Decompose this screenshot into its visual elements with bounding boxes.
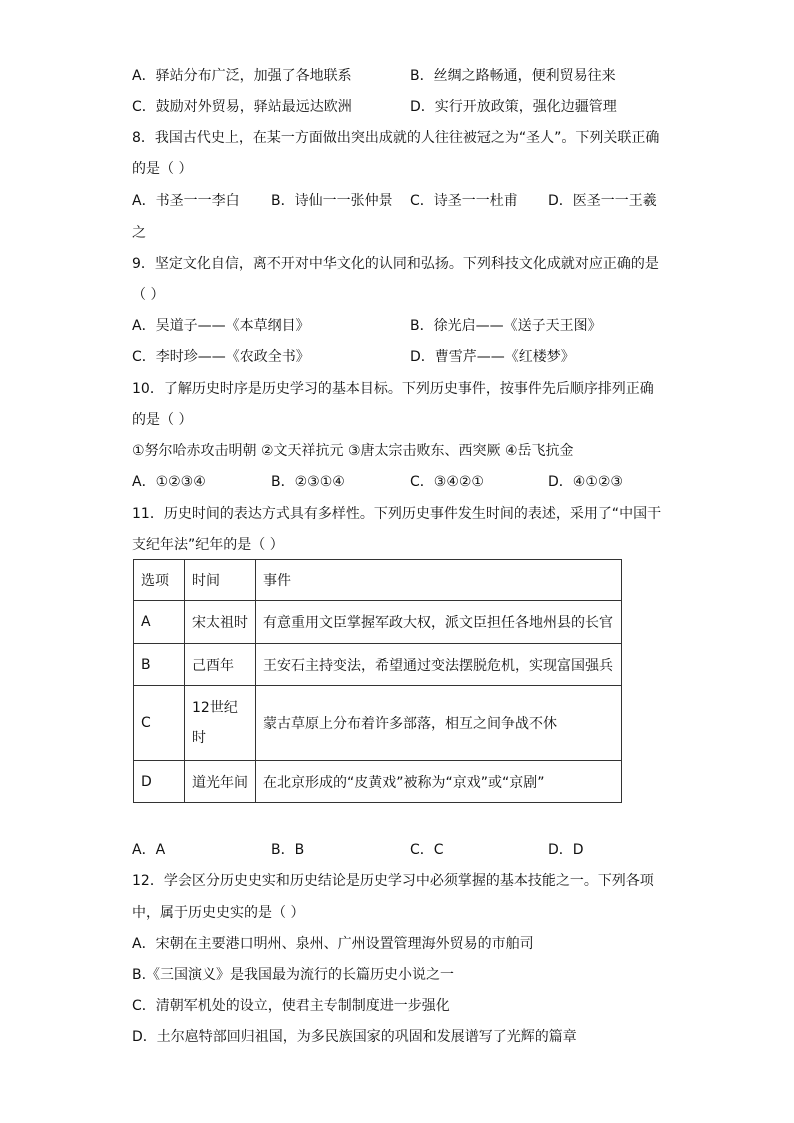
q9-stem-line2: （ ） [132,287,165,303]
q8-option-a: A．书圣一一李白 [132,193,240,209]
q12-option-c: C．清朝军机处的设立，使君主专制制度进一步强化 [132,998,450,1014]
table-cell: 有意重用文臣掌握军政大权，派文臣担任各地州县的长官 [256,601,622,644]
table-header-row [134,560,622,601]
q10-option-a: A．①②③④ [132,474,206,490]
table-row [134,686,622,761]
q9-option-a: A．吴道子——《本草纲目》 [132,318,310,334]
q9-option-d: D．曹雪芹——《红楼梦》 [410,349,575,365]
q11-option-c: C．C [410,842,444,858]
q11-option-d: D．D [548,842,584,858]
q7-option-c: C．鼓励对外贸易，驿站最远达欧洲 [132,99,352,115]
q11-option-b: B．B [271,842,305,858]
table-header-cell: 事件 [256,560,622,601]
table-header-cell: 时间 [185,560,256,601]
q12-stem-line2: 中，属于历史史实的是（ ） [132,905,305,921]
q8-stem-line1: 8．我国古代史上，在某一方面做出突出成就的人往往被冠之为“圣人”。下列关联正确 [132,130,660,146]
table-cell: A [134,601,185,644]
table-row [134,644,622,686]
table-row [134,601,622,644]
q11-stem-line1: 11．历史时间的表达方式具有多样性。下列历史事件发生时间的表述，采用了“中国干 [132,506,662,522]
table-cell: 己酉年 [185,644,256,686]
q10-stem-line2: 的是（ ） [132,412,193,428]
q11-stem-line2: 支纪年法”纪年的是（ ） [132,537,284,553]
q12-stem-line1: 12．学会区分历史史实和历史结论是历史学习中必须掌握的基本技能之一。下列各项 [132,873,654,889]
q11-option-a: A．A [132,842,166,858]
table-cell: 宋太祖时 [185,601,256,644]
q11-table [133,559,622,803]
q12-option-d: D．土尔扈特部回归祖国，为多民族国家的巩固和发展谱写了光辉的篇章 [132,1029,577,1045]
table-cell: 王安石主持变法，希望通过变法摆脱危机，实现富国强兵 [256,644,622,686]
q7-option-d: D．实行开放政策，强化边疆管理 [410,99,617,115]
q7-option-a: A．驿站分布广泛，加强了各地联系 [132,68,352,84]
q8-option-d: D．医圣一一王羲 [548,193,657,209]
table-cell: 12世纪时 [185,686,256,761]
q8-option-c: C．诗圣一一杜甫 [410,193,518,209]
table-cell: C [134,686,185,761]
q10-events: ①努尔哈赤攻击明朝 ②文天祥抗元 ③唐太宗击败东、西突厥 ④岳飞抗金 [132,443,574,459]
table-row [134,761,622,803]
table-cell: D [134,761,185,803]
table-cell: 在北京形成的“皮黄戏”被称为“京戏”或“京剧” [256,761,622,803]
q8-stem-line2: 的是（ ） [132,161,193,177]
q9-stem-line1: 9．坚定文化自信，离不开对中华文化的认同和弘扬。下列科技文化成就对应正确的是 [132,256,659,272]
q12-option-a: A．宋朝在主要港口明州、泉州、广州设置管理海外贸易的市舶司 [132,936,534,952]
q9-option-b: B．徐光启——《送子天王图》 [410,318,602,334]
q10-stem-line1: 10．了解历史时序是历史学习的基本目标。下列历史事件，按事件先后顺序排列正确 [132,381,654,397]
q10-option-d: D．④①②③ [548,474,623,490]
table-cell: 蒙古草原上分布着许多部落，相互之间争战不休 [256,686,622,761]
q10-option-b: B．②③①④ [271,474,345,490]
table-cell: B [134,644,185,686]
q8-option-b: B．诗仙一一张仲景 [271,193,393,209]
q10-option-c: C．③④②① [410,474,484,490]
q8-option-d-wrap: 之 [132,225,146,241]
q12-option-b: B.《三国演义》是我国最为流行的长篇历史小说之一 [132,967,455,983]
q7-option-b: B．丝绸之路畅通，便利贸易往来 [410,68,616,84]
q9-option-c: C．李时珍——《农政全书》 [132,349,310,365]
table-header-cell: 选项 [134,560,185,601]
table-cell: 道光年间 [185,761,256,803]
